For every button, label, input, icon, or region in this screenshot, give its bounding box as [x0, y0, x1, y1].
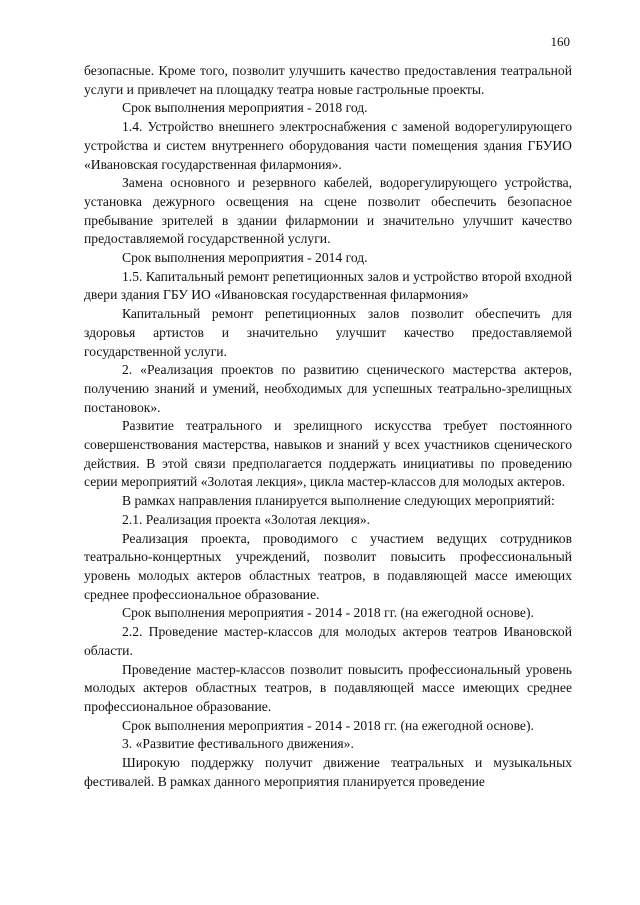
paragraph-deadline-2014: Срок выполнения мероприятия - 2014 год. — [122, 250, 368, 266]
paragraph-item-1-4: 1.4. Устройство внешнего электроснабжения с заменой водорегулирующего устройства и систем внутреннего оборудования части помещения здания ГБУИО «Ивановская государственная филармония». — [84, 119, 572, 172]
paragraph-section-3: 3. «Развитие фестивального движения». — [122, 736, 354, 752]
paragraph-rehearsal-halls: Капитальный ремонт репетиционных залов позволит обеспечить для здоровья артистов и значительно улучшит качество предоставляемой государственной услуги. — [84, 306, 572, 359]
paragraph-item-1-5: 1.5. Капитальный ремонт репетиционных залов и устройство второй входной двери здания ГБУ ИО «Ивановская государственная филармония» — [84, 268, 572, 303]
paragraph-deadline-2018: Срок выполнения мероприятия - 2018 год. — [122, 100, 368, 116]
paragraph-deadline-annual-1: Срок выполнения мероприятия - 2014 - 2018 гг. (на ежегодной основе). — [122, 605, 534, 621]
body-text — [84, 62, 572, 791]
paragraph-festivals: Широкую поддержку получит движение театральных и музыкальных фестивалей. В рамках данного мероприятия планируется проведение — [84, 755, 572, 789]
paragraph-item-2-2: 2.2. Проведение мастер-классов для молодых актеров театров Ивановской области. — [84, 624, 572, 658]
paragraph-master-classes: Проведение мастер-классов позволит повысить профессиональный уровень молодых актеров областных театров, в подавляющей массе имеющих среднее профессиональное образование. — [84, 661, 572, 714]
paragraph-item-2-1: 2.1. Реализация проекта «Золотая лекция». — [122, 511, 371, 527]
paragraph-continuation: безопасные. Кроме того, позволит улучшить качество предоставления театральной услуги и привлечет на площадку театра новые гастрольные проекты. — [84, 63, 572, 97]
page-number: 160 — [550, 34, 570, 49]
paragraph-section-2: 2. «Реализация проектов по развитию сценического мастерства актеров, получению знаний и умений, необходимых для успешных театрально-зрелищных постановок». — [84, 362, 572, 415]
paragraph-theatre-development: Развитие театрального и зрелищного искусства требует постоянного совершенствования мастерства, навыков и знаний у всех участников сценического действия. В этой связи предполагается поддержать инициативы по проведению серии мероприятий «Золотая лекция», цикла мастер-классов для молодых актеров. — [84, 418, 572, 490]
paragraph-deadline-annual-2: Срок выполнения мероприятия - 2014 - 2018 гг. (на ежегодной основе). — [122, 717, 534, 733]
paragraph-golden-lecture: Реализация проекта, проводимого с участием ведущих сотрудников театрально-концертных учреждений, позволит повысить профессиональный уровень молодых актеров областных театров, в подавляющей массе имеющих среднее профессиональное образование. — [84, 530, 572, 602]
paragraph-cable-replacement: Замена основного и резервного кабелей, водорегулирующего устройства, установка дежурного освещения на сцене позволит обеспечить безопасное пребывание зрителей в здании филармонии и значительно улучшит качество предоставляемой государственной услуги. — [84, 175, 572, 247]
paragraph-direction-intro: В рамках направления планируется выполнение следующих мероприятий: — [122, 493, 555, 509]
